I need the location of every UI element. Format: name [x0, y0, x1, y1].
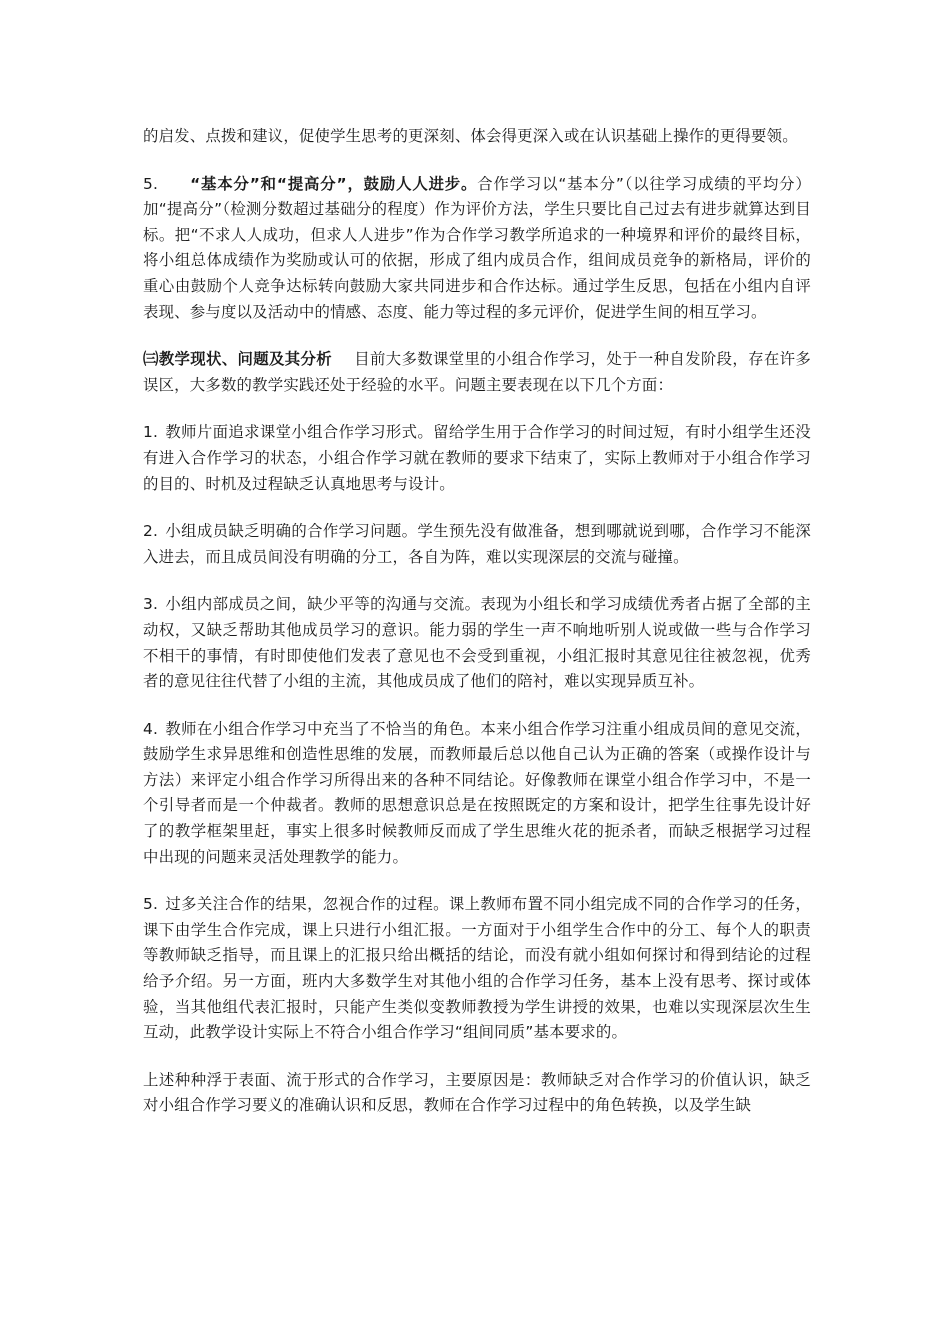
- point-5-number: 5.: [143, 174, 159, 193]
- section-3-heading: ㈢教学现状、问题及其分析: [143, 350, 333, 369]
- issue-3-paragraph: [143, 592, 811, 694]
- issue-5-number: 5.: [143, 895, 159, 914]
- issue-3-text: 小组内部成员之间，缺少平等的沟通与交流。表现为小组长和学习成绩优秀者占据了全部的主动权，又缺乏帮助其他成员学习的意识。能力弱的学生一声不响地听别人说或做一些与合作学习不相干的事情，有时即使他们发表了意见也不会受到重视，小组汇报时其意见往往被忽视，优秀者的意见往往代替了小组的主流，其他成员成了他们的陪衬，难以实现异质互补。: [143, 595, 812, 691]
- intro-paragraph: 的启发、点拨和建议，促使学生思考的更深刻、体会得更深入或在认识基础上操作的更得要领。: [143, 127, 798, 145]
- issue-1-text: 教师片面追求课堂小组合作学习形式。留给学生用于合作学习的时间过短，有时小组学生还没有进入合作学习的状态，小组合作学习就在教师的要求下结束了，实际上教师对于小组合作学习的目的、时机及过程缺乏认真地思考与设计。: [143, 423, 812, 493]
- section-3-paragraph: [143, 347, 811, 398]
- issue-4-paragraph: [143, 717, 811, 871]
- issue-2-text: 小组成员缺乏明确的合作学习问题。学生预先没有做准备，想到哪就说到哪，合作学习不能深入进去，而且成员间没有明确的分工，各自为阵，难以实现深层的交流与碰撞。: [143, 522, 812, 566]
- section-3-text: 目前大多数课堂里的小组合作学习，处于一种自发阶段，存在许多误区，大多数的教学实践还处于经验的水平。问题主要表现在以下几个方面：: [143, 350, 811, 394]
- issue-1-number: 1.: [143, 423, 159, 442]
- issue-1-paragraph: [143, 420, 811, 497]
- issue-4-number: 4.: [143, 719, 159, 738]
- issue-2-number: 2.: [143, 522, 159, 541]
- point-5-text: 合作学习以“基本分”（以往学习成绩的平均分）加“提高分”（检测分数超过基础分的程度）作为评价方法，学生只要比自己过去有进步就算达到目标。把“不求人人成功，但求人人进步”作为合作学习教学所追求的一种境界和评价的最终目标，将小组总体成绩作为奖励或认可的依据，形成了组内成员合作，组间成员竞争的新格局，评价的重心由鼓励个人竞争达标转向鼓励大家共同进步和合作达标。通过学生反思，包括在小组内自评表现、参与度以及活动中的情感、态度、能力等过程的多元评价，促进学生间的相互学习。: [143, 174, 811, 321]
- issue-3-number: 3.: [143, 595, 159, 614]
- issue-2-paragraph: [143, 519, 811, 570]
- issue-4-text: 教师在小组合作学习中充当了不恰当的角色。本来小组合作学习注重小组成员间的意见交流，鼓励学生求异思维和创造性思维的发展，而教师最后总以他自己认为正确的答案（或操作设计与方法）来评定小组合作学习所得出来的各种不同结论。好像教师在课堂小组合作学习中，不是一个引导者而是一个仲裁者。教师的思想意识总是在按照既定的方案和设计，把学生往事先设计好了的教学框架里赶，事实上很多时候教师反而成了学生思维火花的扼杀者，而缺乏根据学习过程中出现的问题来灵活处理教学的能力。: [143, 719, 812, 866]
- issue-5-paragraph: [143, 892, 811, 1046]
- document-page: [143, 124, 811, 1141]
- issue-5-text: 过多关注合作的结果，忽视合作的过程。课上教师布置不同小组完成不同的合作学习的任务，课下由学生合作完成，课上只进行小组汇报。一方面对于小组学生合作中的分工、每个人的职责等教师缺乏指导，而且课上的汇报只给出概括的结论，而没有就小组如何探讨和得到结论的过程给予介绍。另一方面，班内大多数学生对其他小组的合作学习任务，基本上没有思考、探讨或体验，当其他组代表汇报时，只能产生类似变教师教授为学生讲授的效果，也难以实现深层次生生互动，此教学设计实际上不符合小组合作学习“组间同质”基本要求的。: [143, 895, 812, 1042]
- conclusion-paragraph: 上述种种浮于表面、流于形式的合作学习，主要原因是：教师缺乏对合作学习的价值认识，缺乏对小组合作学习要义的准确认识和反思，教师在合作学习过程中的角色转换，以及学生缺: [143, 1070, 811, 1115]
- point-5-lead: “基本分”和“提高分”，鼓励人人进步。: [190, 174, 478, 193]
- point-5-paragraph: [143, 172, 811, 326]
